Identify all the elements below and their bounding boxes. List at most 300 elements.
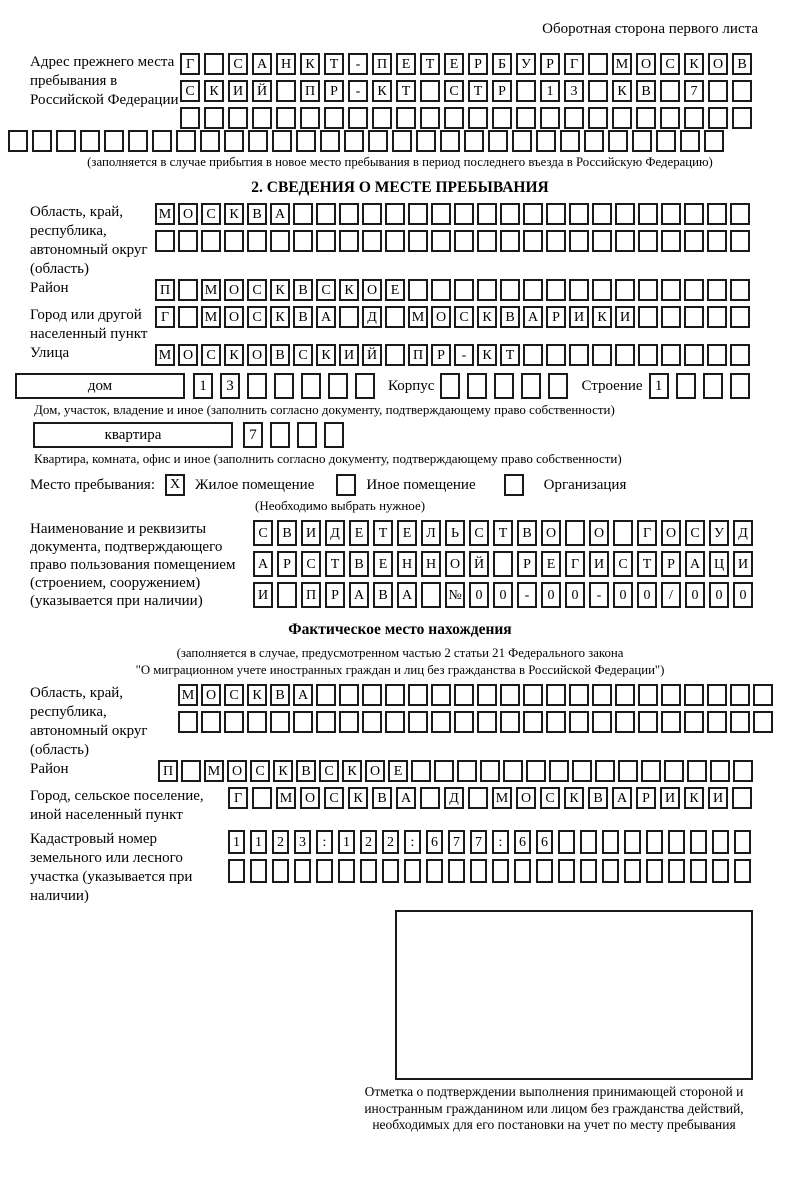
char-cell[interactable] bbox=[328, 373, 348, 399]
char-cell[interactable]: Т bbox=[324, 53, 344, 75]
char-cell[interactable] bbox=[708, 107, 728, 129]
char-cell[interactable] bbox=[684, 684, 704, 706]
char-cell[interactable] bbox=[548, 373, 568, 399]
char-cell[interactable] bbox=[492, 859, 509, 883]
char-cell[interactable]: О bbox=[708, 53, 728, 75]
char-cell[interactable] bbox=[592, 684, 612, 706]
char-cell[interactable] bbox=[712, 859, 729, 883]
char-cell[interactable]: 0 bbox=[493, 582, 513, 608]
char-cell[interactable] bbox=[523, 203, 543, 225]
char-cell[interactable] bbox=[457, 760, 477, 782]
char-cell[interactable]: Й bbox=[252, 80, 272, 102]
char-cell[interactable] bbox=[546, 230, 566, 252]
char-cell[interactable] bbox=[615, 279, 635, 301]
char-cell[interactable] bbox=[408, 230, 428, 252]
char-cell[interactable]: 2 bbox=[272, 830, 289, 854]
char-cell[interactable]: М bbox=[201, 279, 221, 301]
char-cell[interactable] bbox=[204, 53, 224, 75]
char-cell[interactable]: А bbox=[612, 787, 632, 809]
char-cell[interactable] bbox=[477, 279, 497, 301]
char-cell[interactable]: К bbox=[684, 787, 704, 809]
char-cell[interactable] bbox=[420, 787, 440, 809]
char-cell[interactable] bbox=[730, 279, 750, 301]
char-cell[interactable] bbox=[468, 787, 488, 809]
char-cell[interactable]: С bbox=[201, 203, 221, 225]
char-cell[interactable] bbox=[420, 107, 440, 129]
char-cell[interactable]: 1 bbox=[649, 373, 669, 399]
char-cell[interactable] bbox=[178, 230, 198, 252]
char-cell[interactable] bbox=[592, 711, 612, 733]
char-cell[interactable]: О bbox=[300, 787, 320, 809]
char-cell[interactable]: К bbox=[477, 306, 497, 328]
char-cell[interactable] bbox=[684, 107, 704, 129]
char-cell[interactable] bbox=[602, 830, 619, 854]
char-cell[interactable] bbox=[320, 130, 340, 152]
char-cell[interactable] bbox=[339, 306, 359, 328]
char-cell[interactable] bbox=[104, 130, 124, 152]
char-cell[interactable] bbox=[416, 130, 436, 152]
char-cell[interactable]: Е bbox=[541, 551, 561, 577]
char-cell[interactable] bbox=[638, 344, 658, 366]
char-cell[interactable] bbox=[152, 130, 172, 152]
char-cell[interactable]: Д bbox=[362, 306, 382, 328]
char-cell[interactable] bbox=[294, 859, 311, 883]
char-cell[interactable]: С bbox=[660, 53, 680, 75]
char-cell[interactable] bbox=[434, 760, 454, 782]
char-cell[interactable] bbox=[454, 230, 474, 252]
char-cell[interactable]: С bbox=[316, 279, 336, 301]
char-cell[interactable]: С bbox=[301, 551, 321, 577]
char-cell[interactable] bbox=[546, 279, 566, 301]
char-cell[interactable]: 0 bbox=[469, 582, 489, 608]
char-cell[interactable]: И bbox=[615, 306, 635, 328]
char-cell[interactable]: С bbox=[247, 306, 267, 328]
char-cell[interactable] bbox=[580, 830, 597, 854]
char-cell[interactable] bbox=[431, 279, 451, 301]
char-cell[interactable] bbox=[224, 130, 244, 152]
char-cell[interactable]: Й bbox=[362, 344, 382, 366]
char-cell[interactable]: : bbox=[404, 830, 421, 854]
char-cell[interactable]: П bbox=[300, 80, 320, 102]
char-cell[interactable]: 0 bbox=[733, 582, 753, 608]
char-cell[interactable] bbox=[615, 230, 635, 252]
char-cell[interactable] bbox=[247, 711, 267, 733]
char-cell[interactable]: Р bbox=[277, 551, 297, 577]
char-cell[interactable] bbox=[500, 230, 520, 252]
char-cell[interactable]: 7 bbox=[470, 830, 487, 854]
char-cell[interactable]: А bbox=[349, 582, 369, 608]
char-cell[interactable] bbox=[565, 520, 585, 546]
char-cell[interactable] bbox=[546, 344, 566, 366]
char-cell[interactable]: К bbox=[348, 787, 368, 809]
char-cell[interactable]: 0 bbox=[685, 582, 705, 608]
char-cell[interactable] bbox=[454, 279, 474, 301]
char-cell[interactable] bbox=[572, 760, 592, 782]
char-cell[interactable]: И bbox=[708, 787, 728, 809]
char-cell[interactable] bbox=[176, 130, 196, 152]
char-cell[interactable] bbox=[536, 130, 556, 152]
char-cell[interactable]: Д bbox=[325, 520, 345, 546]
char-cell[interactable] bbox=[707, 279, 727, 301]
char-cell[interactable] bbox=[733, 760, 753, 782]
char-cell[interactable] bbox=[252, 787, 272, 809]
char-cell[interactable] bbox=[632, 130, 652, 152]
char-cell[interactable]: А bbox=[293, 684, 313, 706]
char-cell[interactable] bbox=[641, 760, 661, 782]
char-cell[interactable]: - bbox=[348, 80, 368, 102]
char-cell[interactable] bbox=[301, 373, 321, 399]
char-cell[interactable] bbox=[684, 306, 704, 328]
char-cell[interactable] bbox=[503, 760, 523, 782]
char-cell[interactable]: И bbox=[228, 80, 248, 102]
char-cell[interactable]: : bbox=[316, 830, 333, 854]
char-cell[interactable] bbox=[569, 711, 589, 733]
char-cell[interactable] bbox=[408, 684, 428, 706]
char-cell[interactable] bbox=[558, 830, 575, 854]
char-cell[interactable] bbox=[293, 230, 313, 252]
char-cell[interactable] bbox=[661, 203, 681, 225]
char-cell[interactable]: Р bbox=[431, 344, 451, 366]
char-cell[interactable] bbox=[500, 711, 520, 733]
char-cell[interactable] bbox=[592, 279, 612, 301]
char-cell[interactable] bbox=[247, 230, 267, 252]
char-cell[interactable]: В bbox=[277, 520, 297, 546]
char-cell[interactable] bbox=[638, 203, 658, 225]
char-cell[interactable]: М bbox=[408, 306, 428, 328]
char-cell[interactable] bbox=[431, 230, 451, 252]
char-cell[interactable] bbox=[615, 684, 635, 706]
char-cell[interactable] bbox=[584, 130, 604, 152]
char-cell[interactable]: В bbox=[349, 551, 369, 577]
char-cell[interactable] bbox=[753, 711, 773, 733]
char-cell[interactable]: 0 bbox=[637, 582, 657, 608]
char-cell[interactable]: К bbox=[612, 80, 632, 102]
char-cell[interactable] bbox=[248, 130, 268, 152]
char-cell[interactable] bbox=[493, 551, 513, 577]
char-cell[interactable] bbox=[500, 203, 520, 225]
char-cell[interactable] bbox=[680, 130, 700, 152]
char-cell[interactable] bbox=[480, 760, 500, 782]
char-cell[interactable] bbox=[668, 830, 685, 854]
char-cell[interactable]: С bbox=[319, 760, 339, 782]
char-cell[interactable]: Т bbox=[637, 551, 657, 577]
char-cell[interactable]: 1 bbox=[250, 830, 267, 854]
char-cell[interactable]: О bbox=[541, 520, 561, 546]
char-cell[interactable]: Б bbox=[492, 53, 512, 75]
char-cell[interactable] bbox=[624, 859, 641, 883]
char-cell[interactable]: К bbox=[564, 787, 584, 809]
char-cell[interactable]: - bbox=[348, 53, 368, 75]
char-cell[interactable] bbox=[293, 203, 313, 225]
char-cell[interactable]: Н bbox=[421, 551, 441, 577]
char-cell[interactable] bbox=[516, 80, 536, 102]
char-cell[interactable] bbox=[500, 279, 520, 301]
char-cell[interactable]: 3 bbox=[220, 373, 240, 399]
char-cell[interactable]: О bbox=[178, 344, 198, 366]
char-cell[interactable]: : bbox=[492, 830, 509, 854]
char-cell[interactable] bbox=[730, 203, 750, 225]
char-cell[interactable]: И bbox=[301, 520, 321, 546]
char-cell[interactable]: О bbox=[224, 279, 244, 301]
char-cell[interactable] bbox=[512, 130, 532, 152]
char-cell[interactable]: В bbox=[247, 203, 267, 225]
char-cell[interactable]: В bbox=[517, 520, 537, 546]
char-cell[interactable] bbox=[707, 684, 727, 706]
char-cell[interactable] bbox=[180, 107, 200, 129]
char-cell[interactable]: 7 bbox=[448, 830, 465, 854]
char-cell[interactable]: О bbox=[661, 520, 681, 546]
char-cell[interactable]: К bbox=[342, 760, 362, 782]
char-cell[interactable]: О bbox=[589, 520, 609, 546]
char-cell[interactable] bbox=[80, 130, 100, 152]
char-cell[interactable] bbox=[646, 830, 663, 854]
char-cell[interactable] bbox=[560, 130, 580, 152]
char-cell[interactable] bbox=[454, 203, 474, 225]
char-cell[interactable] bbox=[523, 684, 543, 706]
char-cell[interactable]: Т bbox=[420, 53, 440, 75]
char-cell[interactable]: Е bbox=[373, 551, 393, 577]
char-cell[interactable] bbox=[492, 107, 512, 129]
char-cell[interactable]: 1 bbox=[540, 80, 560, 102]
char-cell[interactable] bbox=[344, 130, 364, 152]
char-cell[interactable] bbox=[569, 230, 589, 252]
char-cell[interactable]: 6 bbox=[514, 830, 531, 854]
char-cell[interactable] bbox=[546, 684, 566, 706]
char-cell[interactable]: П bbox=[372, 53, 392, 75]
char-cell[interactable] bbox=[276, 107, 296, 129]
char-cell[interactable] bbox=[277, 582, 297, 608]
char-cell[interactable] bbox=[612, 107, 632, 129]
char-cell[interactable] bbox=[660, 107, 680, 129]
char-cell[interactable]: Н bbox=[276, 53, 296, 75]
char-cell[interactable]: М bbox=[155, 344, 175, 366]
char-cell[interactable] bbox=[592, 230, 612, 252]
char-cell[interactable]: С bbox=[247, 279, 267, 301]
char-cell[interactable] bbox=[477, 230, 497, 252]
char-cell[interactable]: Л bbox=[421, 520, 441, 546]
char-cell[interactable]: Г bbox=[228, 787, 248, 809]
char-cell[interactable]: Ц bbox=[709, 551, 729, 577]
char-cell[interactable] bbox=[477, 711, 497, 733]
char-cell[interactable] bbox=[707, 230, 727, 252]
char-cell[interactable] bbox=[592, 344, 612, 366]
char-cell[interactable] bbox=[613, 520, 633, 546]
char-cell[interactable] bbox=[440, 373, 460, 399]
char-cell[interactable] bbox=[300, 107, 320, 129]
char-cell[interactable] bbox=[488, 130, 508, 152]
char-cell[interactable]: Т bbox=[500, 344, 520, 366]
char-cell[interactable] bbox=[684, 203, 704, 225]
char-cell[interactable]: И bbox=[253, 582, 273, 608]
char-cell[interactable]: Т bbox=[325, 551, 345, 577]
char-cell[interactable]: В bbox=[732, 53, 752, 75]
char-cell[interactable]: Р bbox=[324, 80, 344, 102]
char-cell[interactable] bbox=[730, 344, 750, 366]
char-cell[interactable] bbox=[661, 344, 681, 366]
char-cell[interactable]: 7 bbox=[684, 80, 704, 102]
char-cell[interactable]: Е bbox=[388, 760, 408, 782]
char-cell[interactable]: П bbox=[155, 279, 175, 301]
char-cell[interactable]: 0 bbox=[613, 582, 633, 608]
char-cell[interactable] bbox=[549, 760, 569, 782]
char-cell[interactable]: Г bbox=[155, 306, 175, 328]
char-cell[interactable]: Н bbox=[397, 551, 417, 577]
char-cell[interactable] bbox=[514, 859, 531, 883]
char-cell[interactable] bbox=[362, 230, 382, 252]
char-cell[interactable]: К bbox=[592, 306, 612, 328]
char-cell[interactable] bbox=[181, 760, 201, 782]
char-cell[interactable]: Р bbox=[325, 582, 345, 608]
char-cell[interactable]: К bbox=[339, 279, 359, 301]
char-cell[interactable] bbox=[385, 230, 405, 252]
char-cell[interactable] bbox=[707, 203, 727, 225]
char-cell[interactable]: У bbox=[516, 53, 536, 75]
char-cell[interactable]: О bbox=[247, 344, 267, 366]
char-cell[interactable] bbox=[396, 107, 416, 129]
char-cell[interactable]: Г bbox=[637, 520, 657, 546]
char-cell[interactable] bbox=[595, 760, 615, 782]
char-cell[interactable] bbox=[569, 684, 589, 706]
char-cell[interactable]: К bbox=[477, 344, 497, 366]
char-cell[interactable] bbox=[732, 107, 752, 129]
char-cell[interactable] bbox=[660, 80, 680, 102]
char-cell[interactable]: 0 bbox=[541, 582, 561, 608]
char-cell[interactable]: И bbox=[569, 306, 589, 328]
char-cell[interactable]: - bbox=[589, 582, 609, 608]
char-cell[interactable] bbox=[470, 859, 487, 883]
char-cell[interactable]: 0 bbox=[709, 582, 729, 608]
char-cell[interactable] bbox=[661, 684, 681, 706]
char-cell[interactable]: В bbox=[293, 306, 313, 328]
char-cell[interactable]: П bbox=[158, 760, 178, 782]
checkbox-residential[interactable]: X bbox=[165, 474, 185, 496]
char-cell[interactable] bbox=[372, 107, 392, 129]
char-cell[interactable] bbox=[155, 230, 175, 252]
char-cell[interactable]: Е bbox=[349, 520, 369, 546]
char-cell[interactable]: М bbox=[178, 684, 198, 706]
char-cell[interactable] bbox=[684, 344, 704, 366]
char-cell[interactable] bbox=[178, 279, 198, 301]
char-cell[interactable] bbox=[448, 859, 465, 883]
char-cell[interactable] bbox=[690, 859, 707, 883]
char-cell[interactable] bbox=[684, 279, 704, 301]
char-cell[interactable] bbox=[602, 859, 619, 883]
char-cell[interactable] bbox=[546, 203, 566, 225]
char-cell[interactable]: К bbox=[204, 80, 224, 102]
char-cell[interactable]: Д bbox=[733, 520, 753, 546]
char-cell[interactable] bbox=[200, 130, 220, 152]
char-cell[interactable] bbox=[615, 344, 635, 366]
char-cell[interactable]: 7 bbox=[243, 422, 263, 448]
char-cell[interactable]: Р bbox=[636, 787, 656, 809]
char-cell[interactable]: С bbox=[180, 80, 200, 102]
char-cell[interactable] bbox=[703, 373, 723, 399]
char-cell[interactable]: М bbox=[612, 53, 632, 75]
char-cell[interactable] bbox=[252, 107, 272, 129]
char-cell[interactable]: А bbox=[396, 787, 416, 809]
char-cell[interactable] bbox=[707, 344, 727, 366]
char-cell[interactable]: Р bbox=[546, 306, 566, 328]
char-cell[interactable] bbox=[477, 684, 497, 706]
char-cell[interactable] bbox=[368, 130, 388, 152]
char-cell[interactable]: С bbox=[201, 344, 221, 366]
char-cell[interactable] bbox=[360, 859, 377, 883]
char-cell[interactable] bbox=[316, 859, 333, 883]
char-cell[interactable] bbox=[440, 130, 460, 152]
char-cell[interactable] bbox=[730, 306, 750, 328]
checkbox-organization[interactable] bbox=[504, 474, 524, 496]
char-cell[interactable] bbox=[338, 859, 355, 883]
char-cell[interactable] bbox=[421, 582, 441, 608]
char-cell[interactable] bbox=[730, 684, 750, 706]
char-cell[interactable]: О bbox=[636, 53, 656, 75]
char-cell[interactable]: 1 bbox=[338, 830, 355, 854]
char-cell[interactable] bbox=[638, 711, 658, 733]
char-cell[interactable] bbox=[408, 203, 428, 225]
char-cell[interactable] bbox=[385, 684, 405, 706]
char-cell[interactable]: Е bbox=[396, 53, 416, 75]
char-cell[interactable] bbox=[316, 684, 336, 706]
char-cell[interactable]: В bbox=[373, 582, 393, 608]
char-cell[interactable]: В bbox=[270, 684, 290, 706]
char-cell[interactable] bbox=[339, 684, 359, 706]
checkbox-other-premises[interactable] bbox=[336, 474, 356, 496]
char-cell[interactable] bbox=[355, 373, 375, 399]
char-cell[interactable]: П bbox=[408, 344, 428, 366]
char-cell[interactable]: 3 bbox=[564, 80, 584, 102]
char-cell[interactable]: Г bbox=[564, 53, 584, 75]
char-cell[interactable]: В bbox=[636, 80, 656, 102]
char-cell[interactable]: Р bbox=[661, 551, 681, 577]
char-cell[interactable]: К bbox=[270, 306, 290, 328]
char-cell[interactable] bbox=[684, 711, 704, 733]
char-cell[interactable] bbox=[569, 279, 589, 301]
char-cell[interactable] bbox=[362, 203, 382, 225]
char-cell[interactable] bbox=[224, 230, 244, 252]
char-cell[interactable] bbox=[404, 859, 421, 883]
char-cell[interactable]: А bbox=[685, 551, 705, 577]
char-cell[interactable] bbox=[732, 787, 752, 809]
char-cell[interactable]: А bbox=[270, 203, 290, 225]
char-cell[interactable] bbox=[690, 830, 707, 854]
char-cell[interactable]: И bbox=[733, 551, 753, 577]
char-cell[interactable] bbox=[444, 107, 464, 129]
char-cell[interactable]: С bbox=[454, 306, 474, 328]
char-cell[interactable] bbox=[324, 107, 344, 129]
char-cell[interactable]: 6 bbox=[536, 830, 553, 854]
char-cell[interactable]: И bbox=[339, 344, 359, 366]
char-cell[interactable]: В bbox=[500, 306, 520, 328]
char-cell[interactable]: В bbox=[372, 787, 392, 809]
char-cell[interactable]: А bbox=[397, 582, 417, 608]
char-cell[interactable]: Т bbox=[493, 520, 513, 546]
char-cell[interactable]: Д bbox=[444, 787, 464, 809]
char-cell[interactable] bbox=[392, 130, 412, 152]
char-cell[interactable]: С bbox=[224, 684, 244, 706]
char-cell[interactable] bbox=[477, 203, 497, 225]
char-cell[interactable] bbox=[128, 130, 148, 152]
char-cell[interactable]: / bbox=[661, 582, 681, 608]
char-cell[interactable]: С bbox=[685, 520, 705, 546]
char-cell[interactable] bbox=[411, 760, 431, 782]
char-cell[interactable] bbox=[546, 711, 566, 733]
char-cell[interactable]: И bbox=[660, 787, 680, 809]
char-cell[interactable] bbox=[588, 53, 608, 75]
char-cell[interactable]: № bbox=[445, 582, 465, 608]
char-cell[interactable]: С bbox=[469, 520, 489, 546]
char-cell[interactable] bbox=[56, 130, 76, 152]
char-cell[interactable]: О bbox=[365, 760, 385, 782]
